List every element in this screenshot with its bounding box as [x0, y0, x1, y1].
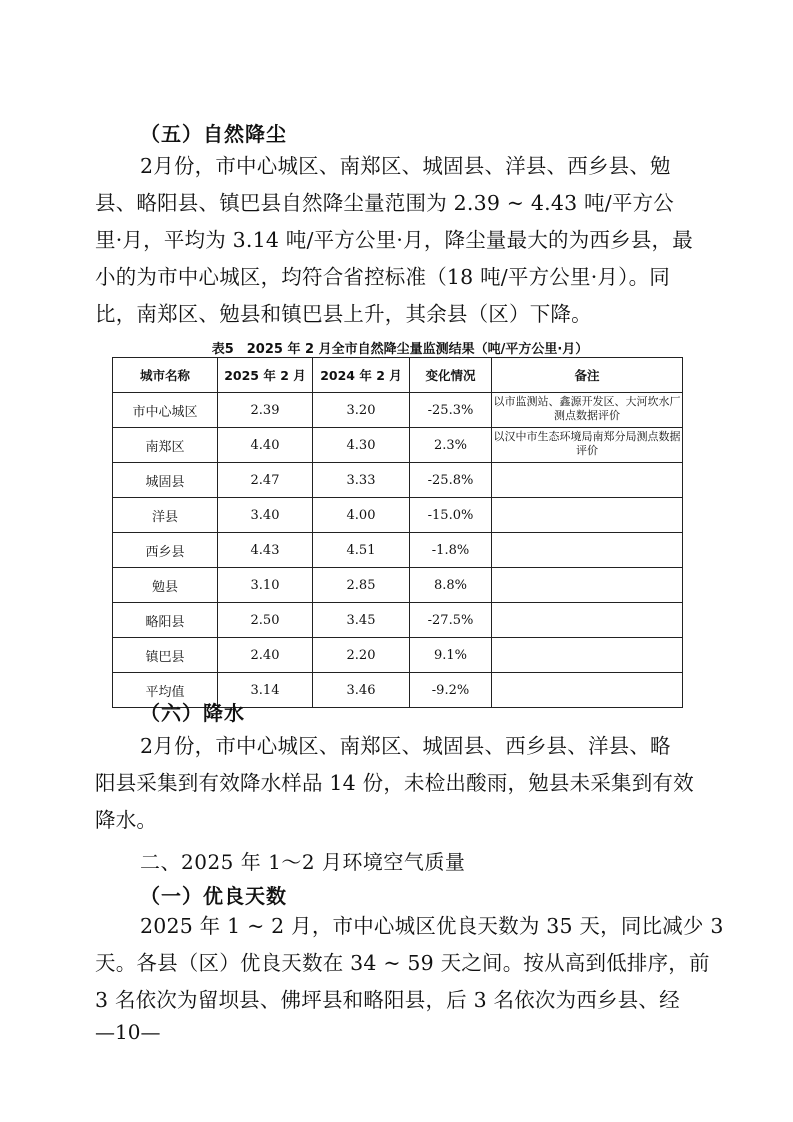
table-row: [113, 463, 683, 498]
table-row: [113, 428, 683, 463]
section-heading-good-days: （一）优良天数: [140, 884, 287, 908]
table-row: [113, 393, 683, 428]
cell-change: -1.8%: [410, 533, 492, 568]
paragraph-line: 比，南郑区、勉县和镇巴县上升，其余县（区）下降。: [95, 302, 592, 326]
cell-2024: 3.33: [313, 463, 410, 498]
cell-2024: 3.20: [313, 393, 410, 428]
chapter-heading-air-quality: 二、2025 年 1～2 月环境空气质量: [140, 850, 466, 874]
paragraph-line: 2月份，市中心城区、南郑区、城固县、西乡县、洋县、略: [140, 734, 671, 758]
cell-2024: 3.45: [313, 603, 410, 638]
cell-change: 8.8%: [410, 568, 492, 603]
cell-note: [492, 568, 683, 603]
cell-2025: 3.40: [218, 498, 313, 533]
cell-2024: 2.85: [313, 568, 410, 603]
cell-2024: 4.51: [313, 533, 410, 568]
cell-city: 洋县: [113, 498, 218, 533]
cell-2025: 4.43: [218, 533, 313, 568]
cell-note: 以汉中市生态环境局南郑分局测点数据评价: [492, 428, 683, 463]
cell-2024: 2.20: [313, 638, 410, 673]
column-header-2024: 2024 年 2 月: [313, 358, 410, 393]
paragraph-line: 2025 年 1 ~ 2 月，市中心城区优良天数为 35 天，同比减少 3: [140, 914, 724, 938]
table-header-row: [113, 358, 683, 393]
cell-city: 南郑区: [113, 428, 218, 463]
cell-note: [492, 498, 683, 533]
cell-change: -25.8%: [410, 463, 492, 498]
cell-2025: 2.40: [218, 638, 313, 673]
cell-change: -27.5%: [410, 603, 492, 638]
cell-2024: 3.46: [313, 673, 410, 708]
column-header-note: 备注: [492, 358, 683, 393]
cell-city: 市中心城区: [113, 393, 218, 428]
page-number: —10—: [95, 1020, 161, 1044]
cell-city: 勉县: [113, 568, 218, 603]
paragraph-line: 县、略阳县、镇巴县自然降尘量范围为 2.39 ~ 4.43 吨/平方公: [95, 191, 674, 215]
cell-note: [492, 533, 683, 568]
cell-note: 以市监测站、鑫源开发区、大河坎水厂测点数据评价: [492, 393, 683, 428]
section-heading-natural-dust: （五）自然降尘: [140, 122, 287, 146]
table-row: [113, 533, 683, 568]
cell-note: [492, 673, 683, 708]
table-row: [113, 498, 683, 533]
column-header-city: 城市名称: [113, 358, 218, 393]
cell-note: [492, 603, 683, 638]
cell-change: 9.1%: [410, 638, 492, 673]
cell-city: 城固县: [113, 463, 218, 498]
cell-2025: 2.39: [218, 393, 313, 428]
paragraph-line: 3 名依次为留坝县、佛坪县和略阳县，后 3 名依次为西乡县、经: [95, 988, 680, 1012]
cell-change: -25.3%: [410, 393, 492, 428]
table-row: [113, 603, 683, 638]
cell-2025: 2.50: [218, 603, 313, 638]
table-row: [113, 638, 683, 673]
cell-2025: 3.10: [218, 568, 313, 603]
cell-city: 西乡县: [113, 533, 218, 568]
cell-2025: 3.14: [218, 673, 313, 708]
cell-change: -9.2%: [410, 673, 492, 708]
table-caption: 表5 2025 年 2 月全市自然降尘量监测结果（吨/平方公里·月）: [211, 342, 589, 357]
section-heading-precipitation: （六）降水: [140, 701, 245, 725]
cell-2025: 4.40: [218, 428, 313, 463]
cell-change: 2.3%: [410, 428, 492, 463]
table-row: [113, 568, 683, 603]
paragraph-line: 小的为市中心城区，均符合省控标准（18 吨/平方公里·月）。同: [95, 265, 670, 289]
paragraph-line: 2月份，市中心城区、南郑区、城固县、洋县、西乡县、勉: [140, 154, 671, 178]
cell-city: 略阳县: [113, 603, 218, 638]
dust-monitoring-table: [112, 357, 683, 708]
paragraph-line: 阳县采集到有效降水样品 14 份，未检出酸雨，勉县未采集到有效: [95, 771, 694, 795]
cell-city: 镇巴县: [113, 638, 218, 673]
column-header-change: 变化情况: [410, 358, 492, 393]
cell-note: [492, 463, 683, 498]
paragraph-line: 降水。: [95, 808, 158, 832]
cell-change: -15.0%: [410, 498, 492, 533]
column-header-2025: 2025 年 2 月: [218, 358, 313, 393]
paragraph-line: 天。各县（区）优良天数在 34 ~ 59 天之间。按从高到低排序，前: [95, 951, 710, 975]
paragraph-line: 里·月，平均为 3.14 吨/平方公里·月，降尘量最大的为西乡县，最: [95, 228, 693, 252]
cell-2024: 4.30: [313, 428, 410, 463]
cell-2025: 2.47: [218, 463, 313, 498]
cell-note: [492, 638, 683, 673]
cell-city: 平均值: [113, 673, 218, 708]
cell-2024: 4.00: [313, 498, 410, 533]
